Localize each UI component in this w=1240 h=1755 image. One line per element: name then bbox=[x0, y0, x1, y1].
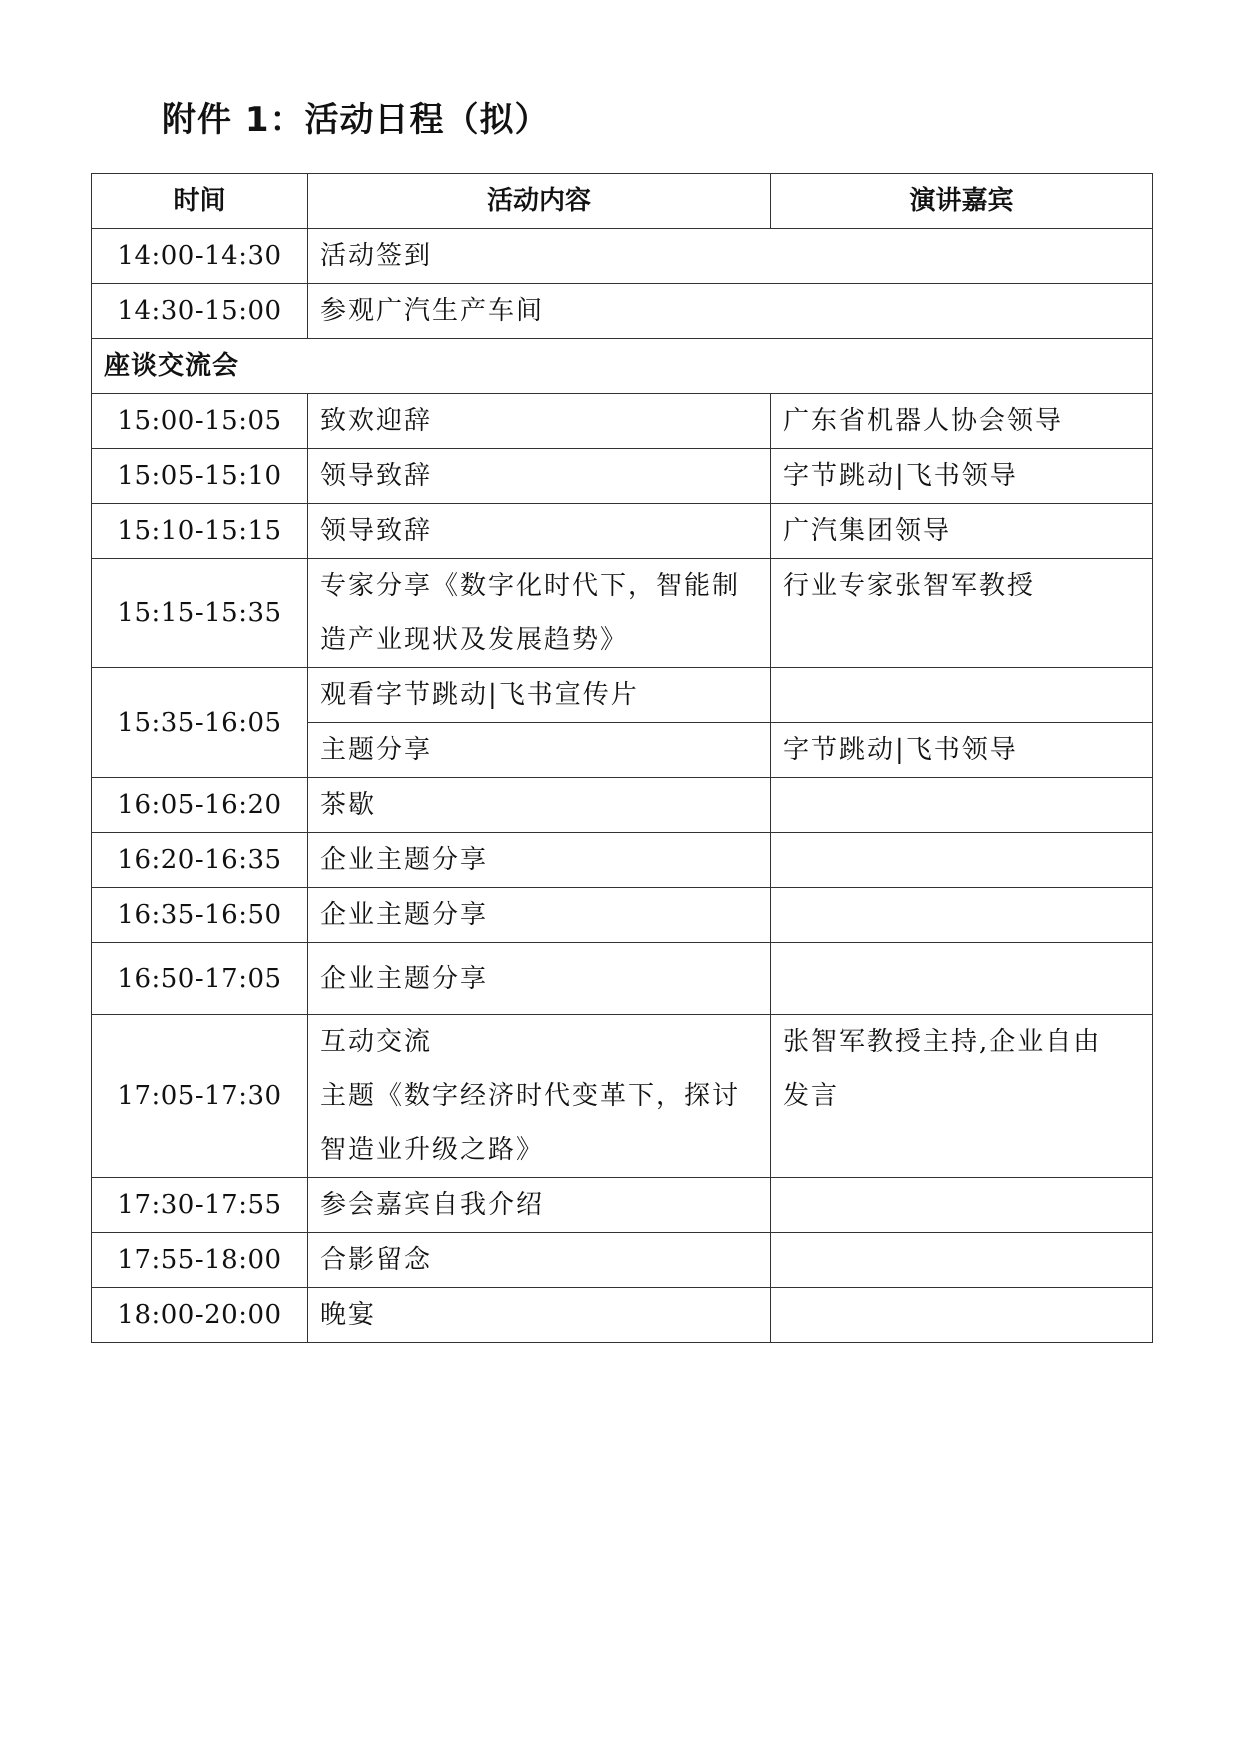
table-row bbox=[92, 1015, 1153, 1178]
header-time: 时间 bbox=[92, 174, 308, 229]
table-row bbox=[92, 504, 1153, 559]
content-line: 造产业现状及发展趋势》 bbox=[320, 625, 629, 655]
content-line: 主题《数字经济时代变革下，探讨 bbox=[320, 1081, 741, 1111]
table-row bbox=[92, 833, 1153, 888]
row-speaker: 广汽集团领导 bbox=[771, 504, 1153, 559]
row-speaker bbox=[771, 778, 1153, 833]
row-speaker: 字节跳动|飞书领导 bbox=[771, 449, 1153, 504]
header-speaker: 演讲嘉宾 bbox=[771, 174, 1153, 229]
table-row bbox=[92, 229, 1153, 284]
row-time: 16:20-16:35 bbox=[92, 833, 308, 888]
document-title: 附件 1：活动日程（拟） bbox=[162, 100, 550, 140]
row-time: 16:05-16:20 bbox=[92, 778, 308, 833]
row-time: 15:00-15:05 bbox=[92, 394, 308, 449]
table-header-row bbox=[92, 174, 1153, 229]
row-content: 合影留念 bbox=[308, 1233, 771, 1288]
content-line: 互动交流 bbox=[320, 1027, 433, 1057]
row-content: 企业主题分享 bbox=[308, 888, 771, 943]
table-row bbox=[92, 284, 1153, 339]
section-row bbox=[92, 339, 1153, 394]
row-speaker: 行业专家张智军教授 bbox=[771, 559, 1153, 668]
row-speaker: 广东省机器人协会领导 bbox=[771, 394, 1153, 449]
table-row bbox=[92, 559, 1153, 668]
row-speaker bbox=[771, 1233, 1153, 1288]
row-content: 领导致辞 bbox=[308, 449, 771, 504]
row-time: 18:00-20:00 bbox=[92, 1288, 308, 1343]
row-speaker bbox=[771, 668, 1153, 723]
row-time: 17:30-17:55 bbox=[92, 1178, 308, 1233]
row-time: 16:35-16:50 bbox=[92, 888, 308, 943]
row-speaker bbox=[771, 1178, 1153, 1233]
table-row bbox=[92, 394, 1153, 449]
row-content: 晚宴 bbox=[308, 1288, 771, 1343]
table-row bbox=[92, 778, 1153, 833]
row-time: 15:15-15:35 bbox=[92, 559, 308, 668]
row-time: 17:55-18:00 bbox=[92, 1233, 308, 1288]
row-time: 14:30-15:00 bbox=[92, 284, 308, 339]
row-content: 观看字节跳动|飞书宣传片 bbox=[308, 668, 771, 723]
row-content: 企业主题分享 bbox=[308, 833, 771, 888]
content-line: 专家分享《数字化时代下，智能制 bbox=[320, 571, 741, 601]
header-content: 活动内容 bbox=[308, 174, 771, 229]
speaker-line: 张智军教授主持,企业自由 bbox=[783, 1027, 1102, 1057]
row-content: 参观广汽生产车间 bbox=[308, 284, 1153, 339]
table-row bbox=[92, 943, 1153, 1015]
row-speaker: 字节跳动|飞书领导 bbox=[771, 723, 1153, 778]
row-content: 主题分享 bbox=[308, 723, 771, 778]
row-content: 企业主题分享 bbox=[308, 943, 771, 1015]
row-content: 致欢迎辞 bbox=[308, 394, 771, 449]
row-speaker bbox=[771, 1015, 1153, 1178]
table-row bbox=[92, 1233, 1153, 1288]
row-time: 16:50-17:05 bbox=[92, 943, 308, 1015]
row-speaker bbox=[771, 1288, 1153, 1343]
row-time: 17:05-17:30 bbox=[92, 1015, 308, 1178]
table-row bbox=[92, 1178, 1153, 1233]
table-row bbox=[92, 888, 1153, 943]
row-content: 活动签到 bbox=[308, 229, 1153, 284]
row-time: 15:35-16:05 bbox=[92, 668, 308, 778]
content-line: 智造业升级之路》 bbox=[320, 1135, 545, 1165]
row-content bbox=[308, 559, 771, 668]
row-content: 领导致辞 bbox=[308, 504, 771, 559]
row-speaker bbox=[771, 888, 1153, 943]
table-row bbox=[92, 1288, 1153, 1343]
row-time: 14:00-14:30 bbox=[92, 229, 308, 284]
row-speaker bbox=[771, 833, 1153, 888]
schedule-table bbox=[91, 173, 1153, 1343]
row-time: 15:05-15:10 bbox=[92, 449, 308, 504]
row-time: 15:10-15:15 bbox=[92, 504, 308, 559]
section-title: 座谈交流会 bbox=[92, 339, 1153, 394]
row-content: 茶歇 bbox=[308, 778, 771, 833]
table-row bbox=[92, 449, 1153, 504]
table-row bbox=[92, 668, 1153, 723]
row-content: 参会嘉宾自我介绍 bbox=[308, 1178, 771, 1233]
row-speaker bbox=[771, 943, 1153, 1015]
row-content bbox=[308, 1015, 771, 1178]
speaker-line: 发言 bbox=[783, 1081, 840, 1111]
